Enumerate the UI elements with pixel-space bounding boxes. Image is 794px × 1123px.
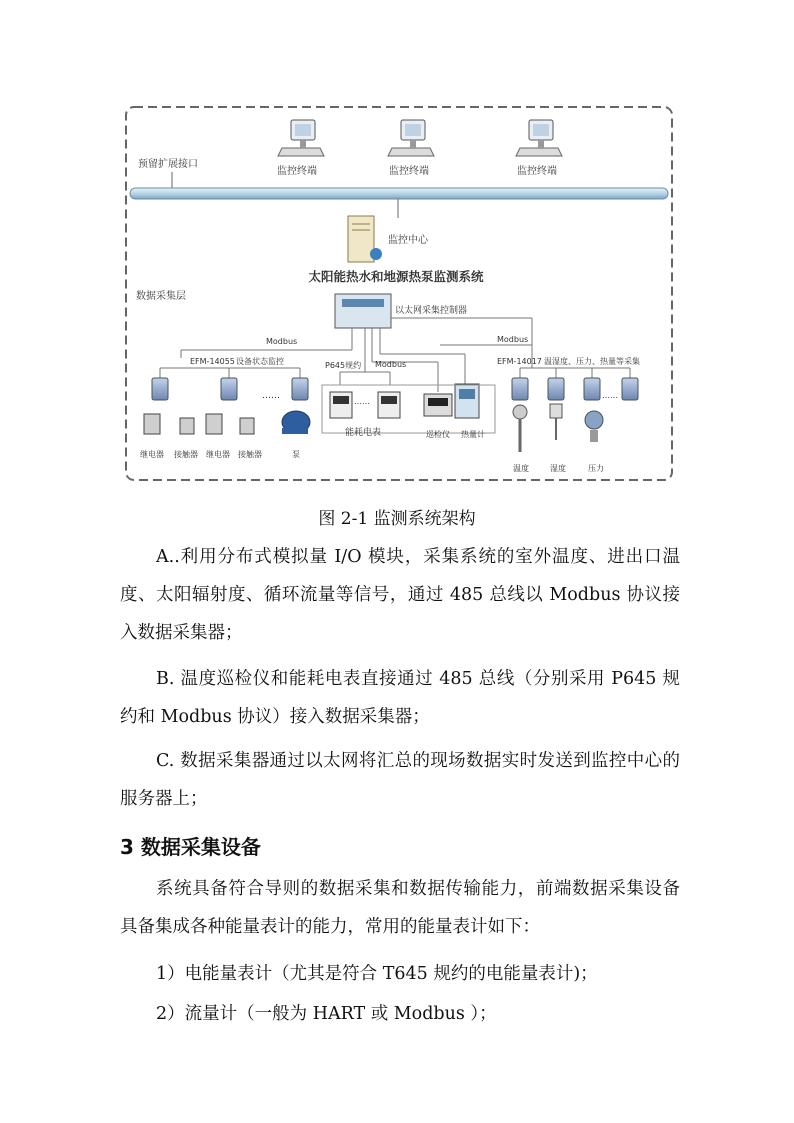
monitor-terminal-3 — [516, 120, 562, 156]
paragraph-c: C. 数据采集器通过以太网将汇总的现场数据实时发送到监控中心的服务器上； — [120, 751, 680, 809]
device-label-4: 接触器 — [238, 450, 262, 459]
pressure-sensor-icon — [585, 411, 603, 442]
efm-right-desc: 温湿度、压力、热量等采集 — [544, 357, 640, 366]
humidity-sensor-icon — [550, 404, 562, 440]
modbus-label-left: Modbus — [266, 337, 298, 346]
section-paragraph: 系统具备符合导则的数据采集和数据传输能力，前端数据采集设备具备集成各种能量表计的能力，常用的能量表计如下： — [120, 879, 680, 937]
system-title: 太阳能热水和地源热泵监测系统 — [308, 269, 484, 284]
dots-meter: …… — [354, 397, 370, 406]
meter-label-3: 热量计 — [461, 430, 485, 439]
efm-right-label: EFM-14017 — [497, 357, 542, 366]
relay-contactor-icons — [144, 414, 254, 434]
device-label-2: 接触器 — [174, 450, 198, 459]
temperature-sensor-icon — [513, 405, 527, 452]
heat-meter-icon — [455, 384, 479, 418]
ethernet-controller-icon — [335, 294, 391, 328]
terminal-label-2: 监控终端 — [389, 166, 429, 177]
dots-left: …… — [262, 391, 280, 401]
section-heading: 3 数据采集设备 — [120, 835, 261, 859]
figure-caption: 图 2-1 监测系统架构 — [318, 509, 476, 529]
pump-icon — [282, 411, 310, 434]
paragraph-a: A..利用分布式模拟量 I/O 模块，采集系统的室外温度、进出口温度、太阳辐射度、循环流量等信号，通过 485 总线以 Modbus 协议接入数据采集器； — [120, 547, 680, 643]
device-label-3: 继电器 — [206, 450, 230, 459]
io-module-icon-right — [512, 378, 638, 400]
io-module-icon — [152, 378, 308, 400]
ethernet-bus — [130, 188, 668, 199]
center-label: 监控中心 — [388, 235, 428, 246]
efm-left-desc: 设备状态监控 — [236, 357, 284, 366]
terminal-label-3: 监控终端 — [517, 166, 557, 177]
list-item-2: 2）流量计（一般为 HART 或 Modbus ）； — [156, 1004, 497, 1024]
layer-label: 数据采集层 — [136, 291, 186, 302]
sensor-label-1: 温度 — [513, 464, 529, 473]
modbus-label-right: Modbus — [497, 335, 529, 344]
device-label-1: 继电器 — [140, 450, 164, 459]
sensor-label-3: 压力 — [588, 464, 604, 473]
system-architecture-diagram — [0, 0, 794, 500]
reserve-port-label: 预留扩展接口 — [138, 159, 198, 170]
dots-right: …… — [602, 391, 618, 400]
paragraph-b: B. 温度巡检仪和能耗电表直接通过 485 总线（分别采用 P645 规约和 Modbus 协议）接入数据采集器； — [120, 669, 680, 727]
device-label-5: 泵 — [292, 450, 300, 459]
server-icon — [348, 216, 382, 262]
sensor-label-2: 湿度 — [550, 464, 566, 473]
controller-label: 以太网采集控制器 — [395, 306, 468, 316]
list-item-1: 1）电能量表计（尤其是符合 T645 规约的电能量表计)； — [156, 964, 598, 984]
monitor-terminal-2 — [388, 120, 434, 156]
meter-label-2: 巡检仪 — [426, 430, 450, 439]
inspection-instrument-icon — [424, 394, 452, 416]
terminal-label-1: 监控终端 — [277, 166, 317, 177]
monitor-terminal-1 — [278, 120, 324, 156]
meter-label-1: 能耗电表 — [344, 428, 382, 438]
efm-left-label: EFM-14055 — [190, 357, 235, 366]
modbus-label-mid: Modbus — [375, 360, 407, 369]
p645-label: P645规约 — [325, 361, 362, 370]
